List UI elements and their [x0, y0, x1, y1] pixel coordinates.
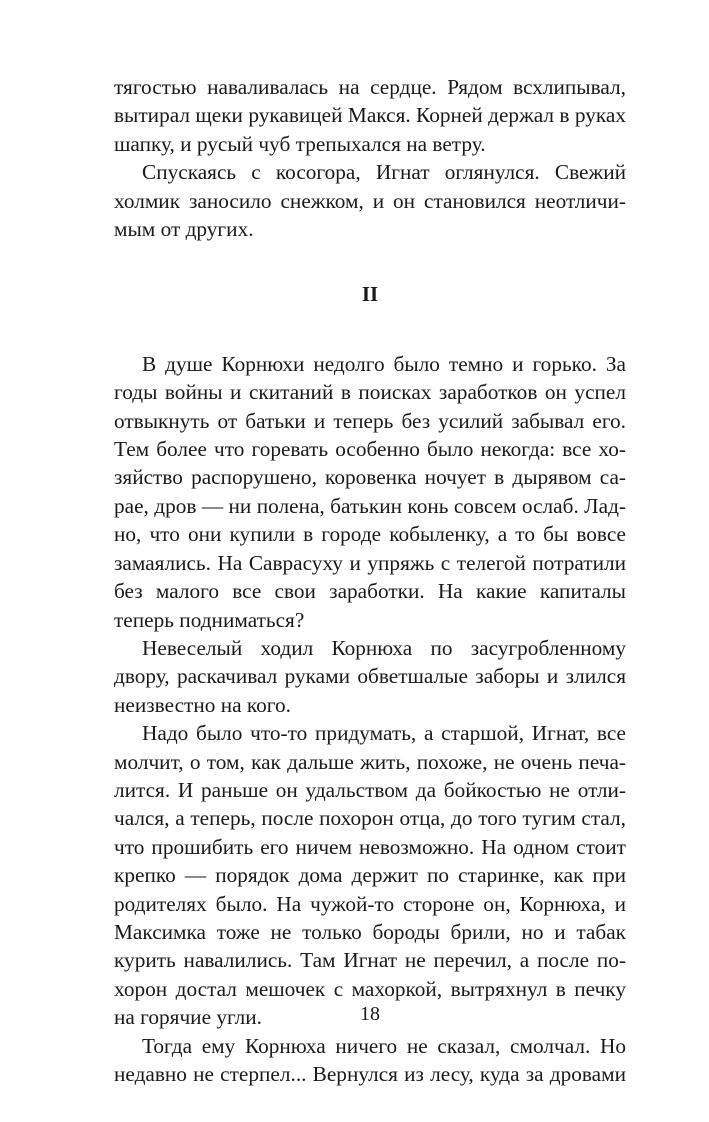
paragraph-4: Невеселый ходил Корнюха по засугробленному двору, раскачивал руками обветшалые заборы и злился неизвестно на кого.: [114, 635, 626, 717]
paragraph-5: Надо было что-то придумать, а старшой, Игнат, все молчит, о том, как дальше жить, похоже, не очень печалится. И раньше он удальством да бойкостью не отличался, а теперь, после похорон отца, до того тугим стал, что прошибить его ничем невозможно. На одном стоит крепко — порядок дома держит по старинке, как при родителях было. На чужой-то стороне он, Корнюха, и Максимка тоже не только бороды брили, но и табак курить навалились. Там Игнат не перечил, а после похорон достал мешочек с махоркой, вытряхнул в печку на горячие угли.: [114, 721, 626, 1030]
page-number: 18: [360, 1003, 380, 1025]
page-body: [114, 73, 626, 1088]
chapter-heading: II: [361, 282, 379, 307]
paragraph-1: тягостью наваливалась на сердце. Рядом всхлипывал, вытирал щеки рукавицей Макся. Корней держал в руках шапку, и русый чуб трепыхался на ветру.: [114, 75, 626, 156]
paragraph-2: Спускаясь с косогора, Игнат оглянулся. Свежий холмик заносило снежком, и он становился неотличимым от других.: [114, 160, 626, 242]
paragraph-3: В душе Корнюхи недолго было темно и горько. За годы войны и скитаний в поисках заработков он успел отвыкнуть от батьки и теперь без усилий забывал его. Тем более что горевать особенно было некогда: все хозяйство распорушено, коровенка ночует в дырявом сарае, дров — ни полена, батькин конь совсем ослаб. Ладно, что они купили в городе кобыленку, а то бы вовсе замаялись. На Саврасуху и упряжь с телегой потратили без малого все свои заработки. На какие капиталы теперь подниматься?: [114, 351, 626, 632]
paragraph-6: Тогда ему Корнюха ничего не сказал, смолчал. Но недавно не стерпел... Вернулся из лесу, куда за дровами: [114, 1033, 626, 1086]
